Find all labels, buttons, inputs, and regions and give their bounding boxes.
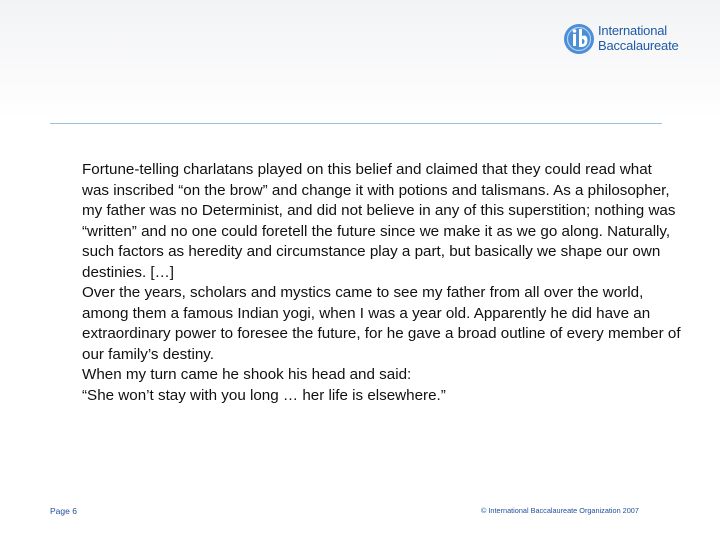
paragraph-1: Fortune-telling charlatans played on this belief and claimed that they could read what was inscribed “on the brow” and change it with potions and talismans. As a philosopher, my father was no Determinist, and did not believe in any of this superstition; nothing was “written” and no one could foretell the future since we make it as we go along. Naturally, such factors as heredity and circumstance play a part, but basically we shape our own destinies. […] bbox=[82, 161, 676, 281]
quote-body bbox=[82, 160, 682, 406]
paragraph-2: Over the years, scholars and mystics came to see my father from all over the world, among them a famous Indian yogi, when I was a year old. Apparently he did have an extraordinary power to foresee the future, for he gave a broad outline of every member of our family’s destiny. bbox=[82, 284, 681, 363]
header-divider bbox=[50, 123, 662, 124]
header-band bbox=[0, 0, 720, 120]
ib-logo bbox=[562, 20, 702, 60]
logo-line-2: Baccalaureate bbox=[598, 38, 679, 53]
paragraph-3: When my turn came he shook his head and said: bbox=[82, 366, 412, 383]
copyright-notice: © International Baccalaureate Organization 2007 bbox=[481, 506, 639, 515]
ib-logo-icon bbox=[562, 22, 596, 56]
page-number: Page 6 bbox=[50, 506, 77, 516]
paragraph-4: “She won’t stay with you long … her life is elsewhere.” bbox=[82, 386, 446, 404]
ib-logo-text bbox=[598, 23, 708, 53]
logo-line-1: International bbox=[598, 23, 667, 38]
